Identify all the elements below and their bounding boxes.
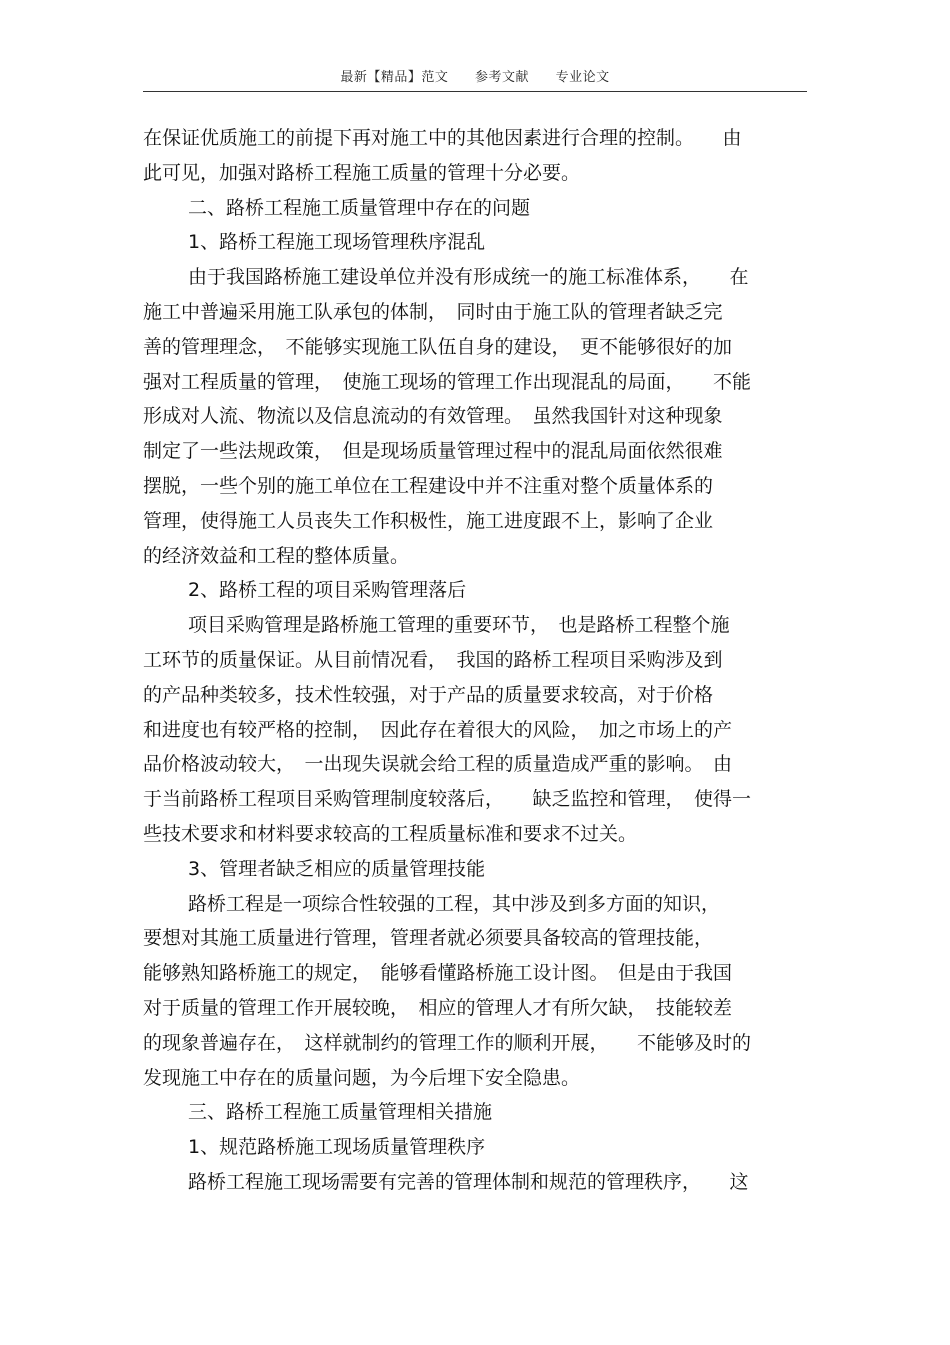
header-item-lunwen: 专业论文 xyxy=(555,70,610,85)
text-line: 路桥工程是一项综合性较强的工程，其中涉及到多方面的知识， xyxy=(188,892,721,915)
header-divider xyxy=(143,91,807,92)
text-line: 些技术要求和材料要求较高的工程质量标准和要求不过关。 xyxy=(143,822,638,845)
document-body xyxy=(143,121,808,1200)
text-line: 在保证优质施工的前提下再对施工中的其他因素进行合理的控制。 由 xyxy=(143,127,742,149)
header-item-cankao: 参考文献 xyxy=(474,70,529,85)
text-line: 三、路桥工程施工质量管理相关措施 xyxy=(188,1101,493,1124)
page-header xyxy=(0,66,950,85)
text-line: 品价格波动较大， 一出现失误就会给工程的质量造成严重的影响。 由 xyxy=(143,753,733,776)
text-line: 路桥工程施工现场需要有完善的管理体制和规范的管理秩序， 这 xyxy=(188,1170,749,1193)
text-line: 要想对其施工质量进行管理，管理者就必须要具备较高的管理技能， xyxy=(143,927,714,950)
text-line: 2、路桥工程的项目采购管理落后 xyxy=(188,579,467,602)
text-line: 的产品种类较多，技术性较强，对于产品的质量要求较高，对于价格 xyxy=(143,683,714,706)
text-line: 项目采购管理是路桥施工管理的重要环节， 也是路桥工程整个施 xyxy=(188,614,730,637)
text-line: 对于质量的管理工作开展较晚， 相应的管理人才有所欠缺， 技能较差 xyxy=(143,996,733,1019)
text-line: 工环节的质量保证。从目前情况看， 我国的路桥工程项目采购涉及到 xyxy=(143,648,723,671)
text-line: 善的管理理念， 不能够实现施工队伍自身的建设， 更不能够很好的加 xyxy=(143,335,733,358)
header-item-fanwen: 最新【精品】范文 xyxy=(340,70,449,85)
text-line: 此可见，加强对路桥工程施工质量的管理十分必要。 xyxy=(143,161,581,184)
text-line: 强对工程质量的管理， 使施工现场的管理工作出现混乱的局面， 不能 xyxy=(143,370,752,393)
text-line: 1、规范路桥施工现场质量管理秩序 xyxy=(188,1136,486,1159)
text-line: 3、管理者缺乏相应的质量管理技能 xyxy=(188,857,486,880)
text-line: 1、路桥工程施工现场管理秩序混乱 xyxy=(188,231,486,254)
text-line: 由于我国路桥施工建设单位并没有形成统一的施工标准体系， 在 xyxy=(188,266,749,289)
text-line: 的现象普遍存在， 这样就制约的管理工作的顺利开展， 不能够及时的 xyxy=(143,1031,752,1054)
text-line: 二、路桥工程施工质量管理中存在的问题 xyxy=(188,196,531,219)
text-line: 发现施工中存在的质量问题，为今后埋下安全隐患。 xyxy=(143,1066,581,1089)
text-line: 施工中普遍采用施工队承包的体制， 同时由于施工队的管理者缺乏完 xyxy=(143,300,723,323)
text-line: 和进度也有较严格的控制， 因此存在着很大的风险， 加之市场上的产 xyxy=(143,718,733,741)
text-line: 能够熟知路桥施工的规定， 能够看懂路桥施工设计图。 但是由于我国 xyxy=(143,962,733,985)
text-line: 摆脱，一些个别的施工单位在工程建设中并不注重对整个质量体系的 xyxy=(143,474,714,497)
text-line: 管理，使得施工人员丧失工作积极性，施工进度跟不上，影响了企业 xyxy=(143,509,714,532)
text-line: 形成对人流、物流以及信息流动的有效管理。 虽然我国针对这种现象 xyxy=(143,405,723,428)
text-line: 于当前路桥工程项目采购管理制度较落后， 缺乏监控和管理， 使得一 xyxy=(143,788,752,811)
text-line: 的经济效益和工程的整体质量。 xyxy=(143,544,410,567)
text-line: 制定了一些法规政策， 但是现场质量管理过程中的混乱局面依然很难 xyxy=(143,440,723,463)
